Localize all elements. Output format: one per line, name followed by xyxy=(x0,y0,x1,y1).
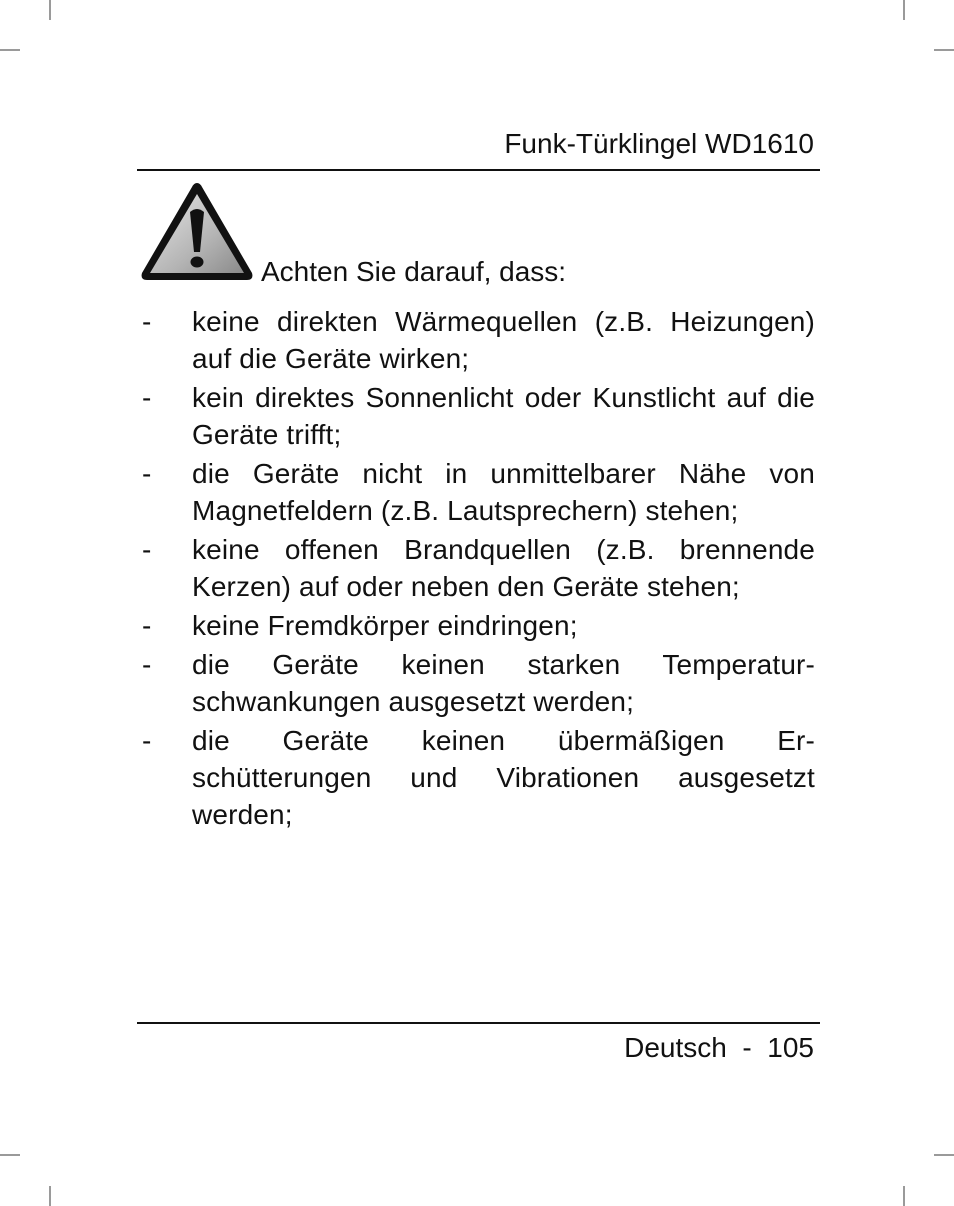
crop-mark-top-right-vertical xyxy=(903,0,905,20)
page-header-title: Funk-Türklingel WD1610 xyxy=(504,128,814,159)
footer-rule xyxy=(137,1022,820,1024)
bullet-text: die Geräte nicht in unmittelbarer Nähe von Magnetfeldern (z.B. Lautsprechern) stehen; xyxy=(192,458,815,526)
bullet-dash: - xyxy=(142,610,152,641)
bullet-text: die Geräte keinen starken Temperatur-schwankungen ausgesetzt werden; xyxy=(192,649,815,717)
list-item xyxy=(137,303,815,377)
bullet-text: die Geräte keinen übermäßigen Er-schütterungen und Vibrationen ausgesetzt werden; xyxy=(192,725,815,830)
list-item xyxy=(137,607,815,644)
list-item xyxy=(137,379,815,453)
bullet-dash: - xyxy=(142,534,152,565)
bullet-dash: - xyxy=(142,649,152,680)
crop-mark-bottom-right-vertical xyxy=(903,1186,905,1206)
warning-intro-text: Achten Sie darauf, dass: xyxy=(261,256,567,287)
warning-triangle-icon xyxy=(138,180,256,284)
crop-mark-bottom-left-vertical xyxy=(49,1186,51,1206)
crop-mark-top-right-horizontal xyxy=(934,49,954,51)
list-item xyxy=(137,646,815,720)
bullet-text: kein direktes Sonnenlicht oder Kunstlicht auf die Geräte trifft; xyxy=(192,382,815,450)
crop-mark-bottom-right-horizontal xyxy=(934,1154,954,1156)
list-item xyxy=(137,455,815,529)
bullet-text: keine offenen Brandquellen (z.B. brennende Kerzen) auf oder neben den Geräte stehen; xyxy=(192,534,815,602)
bullet-dash: - xyxy=(142,458,152,489)
bullet-text: keine direkten Wärmequellen (z.B. Heizungen) auf die Geräte wirken; xyxy=(192,306,815,374)
crop-mark-top-left-horizontal xyxy=(0,49,20,51)
page-footer-language-and-number: Deutsch - 105 xyxy=(624,1032,814,1063)
bullet-dash: - xyxy=(142,306,152,337)
bullet-text: keine Fremdkörper eindringen; xyxy=(192,610,578,641)
bullet-dash: - xyxy=(142,382,152,413)
list-item xyxy=(137,722,815,833)
list-item xyxy=(137,531,815,605)
crop-mark-top-left-vertical xyxy=(49,0,51,20)
warning-bullet-list xyxy=(137,303,815,835)
bullet-dash: - xyxy=(142,725,152,756)
header-rule xyxy=(137,169,820,171)
crop-mark-bottom-left-horizontal xyxy=(0,1154,20,1156)
